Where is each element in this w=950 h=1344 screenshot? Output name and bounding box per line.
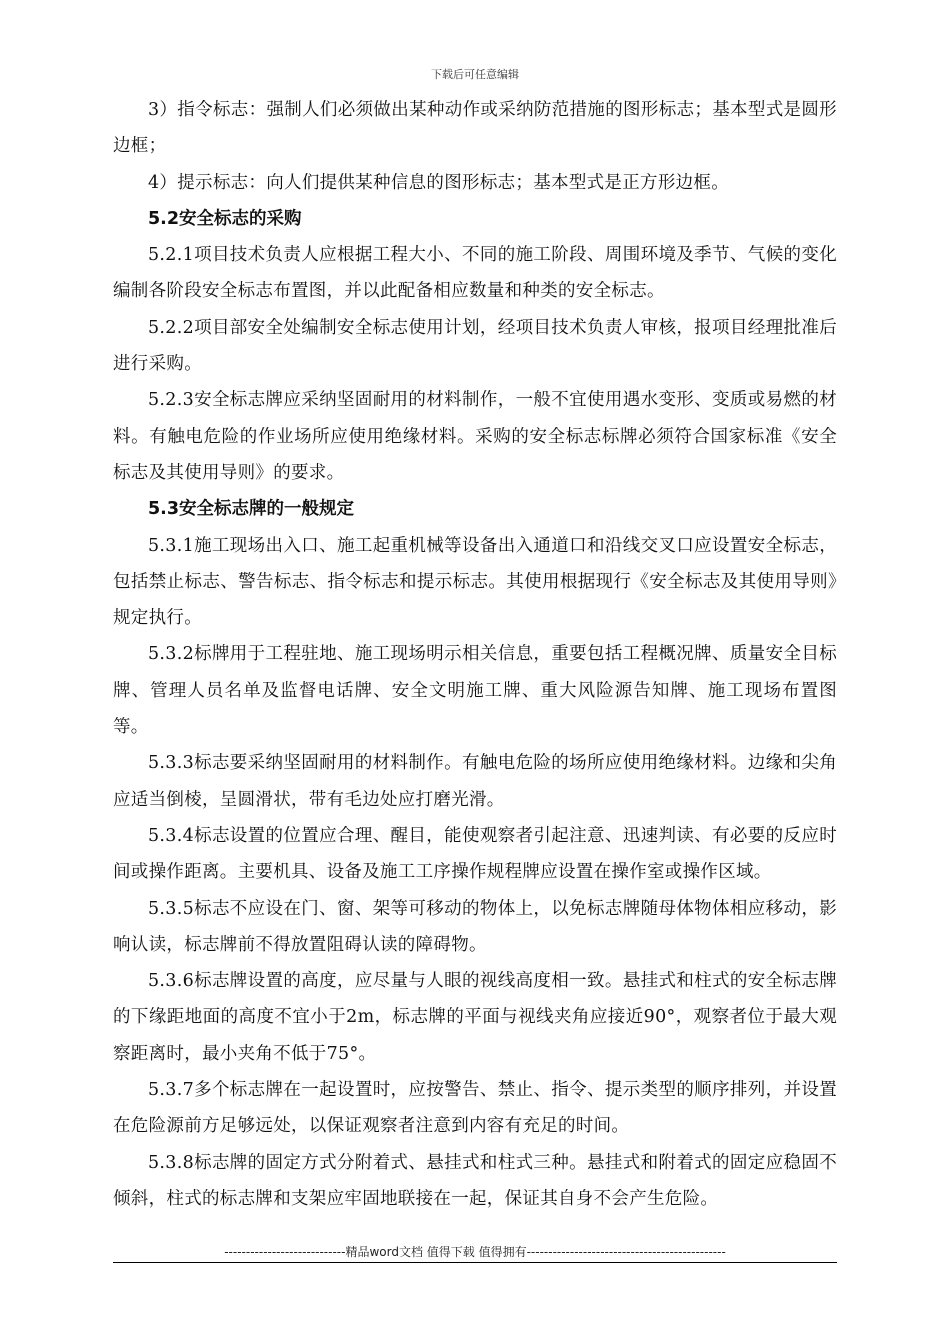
paragraph-5-3-7: 5.3.7多个标志牌在一起设置时，应按警告、禁止、指令、提示类型的顺序排列，并设置在危险源前方足够远处，以保证观察者注意到内容有充足的时间。 xyxy=(113,1080,837,1137)
document-body xyxy=(113,92,837,1217)
section-heading-5-2: 5.2安全标志的采购 xyxy=(148,208,302,229)
header-note: 下载后可任意编辑 xyxy=(431,68,519,81)
paragraph-5-3-4: 5.3.4标志设置的位置应合理、醒目，能使观察者引起注意、迅速判读、有必要的反应时间或操作距离。主要机具、设备及施工工序操作规程牌应设置在操作室或操作区域。 xyxy=(113,825,837,883)
footer-divider xyxy=(113,1262,837,1263)
paragraph-5-3-2: 5.3.2标牌用于工程驻地、施工现场明示相关信息，重要包括工程概况牌、质量安全目标牌、管理人员名单及监督电话牌、安全文明施工牌、重大风险源告知牌、施工现场布置图等。 xyxy=(113,644,837,738)
paragraph-5-3-8: 5.3.8标志牌的固定方式分附着式、悬挂式和柱式三种。悬挂式和附着式的固定应稳固不倾斜，柱式的标志牌和支架应牢固地联接在一起，保证其自身不会产生危险。 xyxy=(113,1152,837,1209)
paragraph-5-3-3: 5.3.3标志要采纳坚固耐用的材料制作。有触电危险的场所应使用绝缘材料。边缘和尖角应适当倒棱，呈圆滑状，带有毛边处应打磨光滑。 xyxy=(113,753,837,810)
paragraph-prompt-sign: 4）提示标志：向人们提供某种信息的图形标志；基本型式是正方形边框。 xyxy=(148,172,730,193)
paragraph-5-2-3: 5.2.3安全标志牌应采纳坚固耐用的材料制作，一般不宜使用遇水变形、变质或易燃的材料。有触电危险的作业场所应使用绝缘材料。采购的安全标志标牌必须符合国家标准《安全标志及其使用导则》的要求。 xyxy=(113,390,837,483)
paragraph-5-3-1: 5.3.1施工现场出入口、施工起重机械等设备出入通道口和沿线交叉口应设置安全标志，包括禁止标志、警告标志、指令标志和提示标志。其使用根据现行《安全标志及其使用导则》规定执行。 xyxy=(113,535,837,629)
paragraph-5-2-2: 5.2.2项目部安全处编制安全标志使用计划，经项目技术负责人审核，报项目经理批准后进行采购。 xyxy=(113,317,837,375)
paragraph-5-2-1: 5.2.1项目技术负责人应根据工程大小、不同的施工阶段、周围环境及季节、气候的变化编制各阶段安全标志布置图，并以此配备相应数量和种类的安全标志。 xyxy=(113,245,837,302)
section-heading-5-3: 5.3安全标志牌的一般规定 xyxy=(148,499,355,520)
paragraph-5-3-6: 5.3.6标志牌设置的高度，应尽量与人眼的视线高度相一致。悬挂式和柱式的安全标志牌的下缘距地面的高度不宜小于2m，标志牌的平面与视线夹角应接近90°，观察者位于最大观察距离时，最小夹角不低于75°。 xyxy=(113,971,837,1064)
paragraph-5-3-5: 5.3.5标志不应设在门、窗、架等可移动的物体上，以免标志牌随母体物体相应移动，影响认读，标志牌前不得放置阻碍认读的障碍物。 xyxy=(113,898,837,955)
footer-note: ----------------------------精品word文档 值得下载 值得拥有---------------------------------------------- xyxy=(224,1245,726,1259)
paragraph-instruction-sign: 3）指令标志：强制人们必须做出某种动作或采纳防范措施的图形标志；基本型式是圆形边框； xyxy=(113,100,837,157)
